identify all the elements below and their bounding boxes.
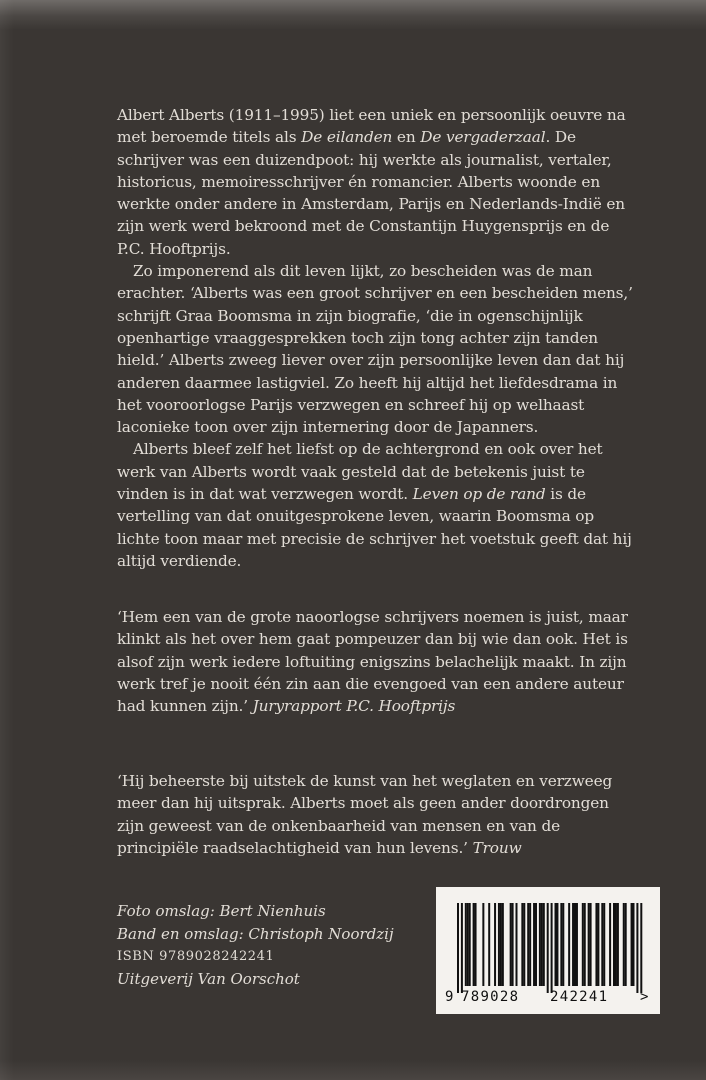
quote-source: Juryrapport P.C. Hooftprijs	[252, 697, 456, 716]
barcode-bar	[467, 903, 469, 986]
barcode-bar	[615, 903, 617, 986]
barcode-bar	[521, 903, 523, 986]
barcode-bar	[609, 903, 611, 986]
blurb-paragraph-3: Alberts bleef zelf het liefst op de achtergrond en ook over het werk van Alberts wordt vaak gesteld dat de betekenis juist te vinden is in dat wat verzwegen wordt. Leven op de rand is de vertelling van dat onuitgesprokene leven, waarin Boomsma op lichte toon maar met precisie de schrijver het voetstuk geeft dat hij altijd verdiende.	[117, 440, 632, 570]
barcode-bar	[523, 903, 525, 986]
barcode-bar	[601, 903, 603, 986]
barcode-bar	[482, 903, 484, 986]
barcode-bar	[623, 903, 625, 986]
barcode-bar	[562, 903, 564, 986]
colophon-credits	[117, 900, 394, 991]
blurb-paragraph-2: Zo imponerend als dit leven lijkt, zo bescheiden was de man erachter. ‘Alberts was een groot schrijver en een bescheiden mens,’ schrijft Graa Boomsma in zijn biografie, ‘die in ogenschijnlijk openhartige vraaggesprekken toch zijn tong achter zijn tanden hield.’ Alberts zweeg liever over zijn persoonlijke leven dan dat hij anderen daarmee lastigviel. Zo heeft hij altijd het liefdesdrama in het vooroorlogse Parijs verzwegen en schreef hij op welhaast laconieke toon over zijn internering door de Japanners.	[117, 262, 633, 437]
quote-trouw	[117, 770, 637, 859]
barcode-bar	[572, 903, 574, 986]
quote-text: ‘Hem een van de grote naoorlogse schrijvers noemen is juist, maar klinkt als het over hem gaat pompeuzer dan bij wie dan ook. Het is alsof zijn werk iedere loftuiting enigszins belachelijk maakt. In zijn werk tref je nooit één zin aan die evengoed van een andere auteur had kunnen zijn.’	[117, 608, 628, 716]
publisher-name: Uitgeverij Van Oorschot	[117, 970, 300, 989]
barcode-bar	[555, 903, 557, 986]
barcode-bars	[457, 903, 642, 993]
barcode-bar	[512, 903, 514, 986]
barcode-bar	[473, 903, 475, 986]
barcode-bar	[603, 903, 605, 986]
barcode-marker: >	[640, 989, 649, 1005]
barcode-bar	[469, 903, 471, 986]
blurb-paragraph-1: Albert Alberts (1911–1995) liet een uniek en persoonlijk oeuvre na met beroemde titels als De eilanden en De vergaderzaal. De schrijver was een duizendpoot: hij werkte als journalist, vertaler, historicus, memoiresschrijver én romancier. Alberts woonde en werkte onder andere in Amsterdam, Parijs en Nederlands-Indië en zijn werk werd bekroond met de Constantijn Huygensprijs en de P.C. Hooftprijs.	[117, 106, 626, 258]
barcode-bar	[576, 903, 578, 986]
quote-source: Trouw	[472, 838, 522, 857]
barcode-bar	[539, 903, 541, 986]
barcode-bar	[527, 903, 529, 986]
barcode-digits-left: 789028	[461, 989, 520, 1005]
barcode-bar	[631, 903, 633, 986]
barcode-bar	[457, 903, 459, 993]
title-leven-op-de-rand: Leven op de rand	[412, 485, 546, 504]
barcode-bar	[510, 903, 512, 986]
barcode-bar	[498, 903, 500, 986]
title-de-eilanden: De eilanden	[301, 128, 393, 147]
barcode-digits-right: 242241	[550, 989, 609, 1005]
barcode-bar	[633, 903, 635, 986]
quote-text: ‘Hij beheerste bij uitstek de kunst van het weglaten en verzweeg meer dan hij uitsprak. Alberts moet als geen ander doordrongen zijn geweest van de onkenbaarheid van mensen en van de principiële raadselachtigheid van hun levens.’	[117, 772, 613, 857]
quote-jury	[117, 606, 637, 717]
barcode-bar	[500, 903, 502, 986]
barcode-bar	[475, 903, 477, 986]
barcode-bar	[494, 903, 496, 986]
barcode-bar	[543, 903, 545, 986]
barcode-bar	[588, 903, 590, 986]
title-de-vergaderzaal: De vergaderzaal	[420, 128, 546, 147]
barcode-bar	[461, 903, 463, 993]
barcode-bar	[560, 903, 562, 986]
barcode-bar	[590, 903, 592, 986]
barcode-bar	[584, 903, 586, 986]
barcode-bar	[556, 903, 558, 986]
barcode-bar	[597, 903, 599, 986]
barcode-bar	[613, 903, 615, 986]
barcode-bar	[595, 903, 597, 986]
barcode-bar	[502, 903, 504, 986]
barcode-bar	[574, 903, 576, 986]
barcode-bar	[516, 903, 518, 986]
barcode-bar	[582, 903, 584, 986]
barcode-bar	[488, 903, 490, 986]
blurb-text	[117, 104, 637, 572]
barcode-bar	[636, 903, 638, 993]
barcode-bar	[529, 903, 531, 986]
ean-barcode	[444, 901, 652, 1005]
barcode-bar	[465, 903, 467, 986]
barcode-bar	[568, 903, 570, 986]
barcode-bar	[625, 903, 627, 986]
design-credit: Band en omslag: Christoph Noordzij	[117, 924, 394, 943]
barcode-digit-first: 9	[445, 989, 454, 1005]
barcode-bar	[533, 903, 535, 986]
barcode-bar	[640, 903, 642, 993]
barcode-bar	[617, 903, 619, 986]
barcode-bar	[535, 903, 537, 986]
barcode-label	[436, 887, 660, 1014]
barcode-bar	[541, 903, 543, 986]
barcode-bar	[547, 903, 549, 993]
isbn-number: ISBN 9789028242241	[117, 948, 275, 964]
barcode-bar	[551, 903, 553, 993]
photo-credit: Foto omslag: Bert Nienhuis	[117, 902, 326, 920]
